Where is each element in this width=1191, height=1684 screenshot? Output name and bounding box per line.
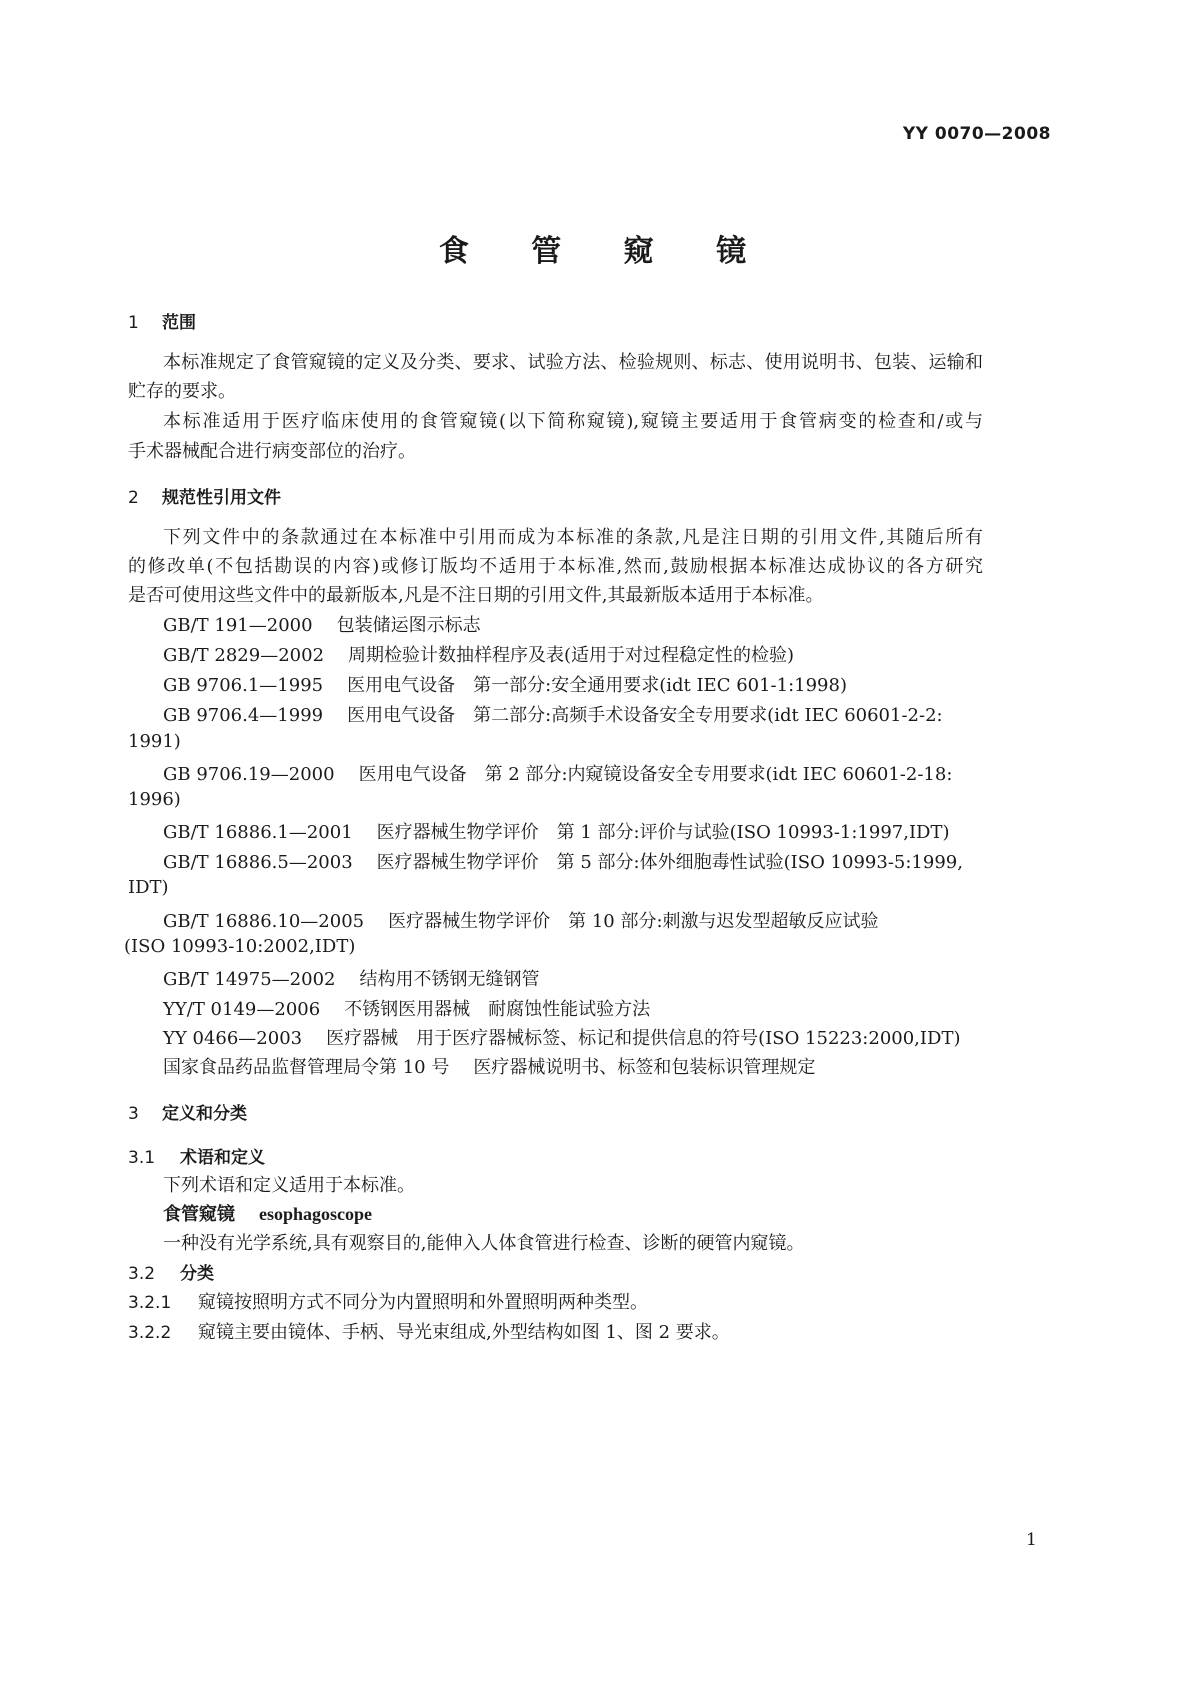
term-chinese: 食管窥镜	[163, 1204, 235, 1225]
reference-title: 不锈钢医用器械 耐腐蚀性能试验方法	[344, 999, 651, 1020]
reference-code: GB/T 16886.10—2005	[163, 911, 365, 932]
reference-item	[163, 965, 539, 991]
reference-code: GB/T 14975—2002	[163, 969, 336, 990]
reference-code: GB/T 2829—2002	[163, 645, 325, 666]
reference-title: 周期检验计数抽样程序及表(适用于对过程稳定性的检验)	[348, 645, 795, 666]
clause-text: 窥镜按照明方式不同分为内置照明和外置照明两种类型。	[198, 1292, 648, 1313]
paragraph-line: 本标准规定了食管窥镜的定义及分类、要求、试验方法、检验规则、标志、使用说明书、包装、运输和	[163, 352, 983, 373]
section-number: 1	[128, 313, 139, 333]
subsection-3-1-heading	[128, 1143, 265, 1168]
section-title: 规范性引用文件	[162, 488, 281, 508]
reference-title: 医疗器械生物学评价 第 5 部分:体外细胞毒性试验(ISO 10993-5:1999,	[376, 852, 963, 873]
reference-item	[163, 611, 481, 637]
reference-code: GB/T 16886.1—2001	[163, 822, 353, 843]
paragraph-line: 的修改单(不包括勘误的内容)或修订版均不适用于本标准,然而,鼓励根据本标准达成协议的各方研究	[128, 556, 983, 577]
reference-code: YY/T 0149—2006	[163, 999, 321, 1020]
section-2-heading	[128, 483, 281, 508]
reference-item	[163, 701, 943, 727]
clause-number: 3.2.2	[128, 1323, 172, 1343]
reference-item	[163, 1053, 815, 1079]
reference-code: GB 9706.4—1999	[163, 705, 324, 726]
reference-title: 结构用不锈钢无缝钢管	[359, 969, 540, 990]
reference-title: 医疗器械生物学评价 第 1 部分:评价与试验(ISO 10993-1:1997,IDT)	[376, 822, 950, 843]
subsection-3-2-heading	[128, 1259, 214, 1284]
paragraph-line: 本标准适用于医疗临床使用的食管窥镜(以下简称窥镜),窥镜主要适用于食管病变的检查和/或与	[163, 411, 983, 432]
reference-continuation: 1991)	[128, 731, 181, 752]
clause-text: 窥镜主要由镜体、手柄、导光束组成,外型结构如图 1、图 2 要求。	[198, 1322, 730, 1343]
section-title: 定义和分类	[162, 1104, 247, 1124]
clause-number: 3.2.1	[128, 1293, 172, 1313]
section-title: 范围	[162, 313, 196, 333]
reference-title: 医用电气设备 第一部分:安全通用要求(idt IEC 601-1:1998)	[347, 675, 847, 696]
reference-title: 医用电气设备 第 2 部分:内窥镜设备安全专用要求(idt IEC 60601-2-18:	[358, 764, 953, 785]
reference-title: 医用电气设备 第二部分:高频手术设备安全专用要求(idt IEC 60601-2-2:	[347, 705, 943, 726]
reference-item	[163, 641, 794, 667]
reference-code: 国家食品药品监督管理局令第 10 号	[163, 1057, 450, 1078]
reference-title: 医疗器械 用于医疗器械标签、标记和提供信息的符号(ISO 15223:2000,IDT)	[326, 1028, 961, 1049]
reference-title: 医疗器械生物学评价 第 10 部分:刺激与迟发型超敏反应试验	[388, 911, 879, 932]
term-definition: 一种没有光学系统,具有观察目的,能伸入人体食管进行检查、诊断的硬管内窥镜。	[163, 1233, 805, 1254]
section-number: 3	[128, 1104, 139, 1124]
term-entry	[163, 1200, 372, 1226]
reference-item	[163, 1024, 960, 1050]
subsection-title: 分类	[180, 1264, 214, 1284]
reference-item	[163, 995, 650, 1021]
reference-code: GB 9706.1—1995	[163, 675, 324, 696]
paragraph-line: 贮存的要求。	[128, 381, 236, 402]
reference-item	[163, 671, 847, 697]
reference-continuation: IDT)	[128, 877, 169, 898]
reference-item	[163, 907, 879, 933]
reference-continuation: 1996)	[128, 789, 181, 810]
paragraph-line: 手术器械配合进行病变部位的治疗。	[128, 441, 416, 462]
subsection-title: 术语和定义	[180, 1148, 265, 1168]
reference-item	[163, 848, 963, 874]
reference-code: YY 0466—2003	[163, 1028, 303, 1049]
reference-code: GB 9706.19—2000	[163, 764, 335, 785]
subsection-number: 3.2	[128, 1264, 156, 1284]
clause-3-2-2	[128, 1318, 730, 1344]
clause-3-2-1	[128, 1288, 648, 1314]
reference-code: GB/T 16886.5—2003	[163, 852, 353, 873]
paragraph-line: 下列术语和定义适用于本标准。	[163, 1175, 415, 1196]
reference-title: 包装储运图示标志	[336, 615, 481, 636]
reference-continuation: (ISO 10993-10:2002,IDT)	[124, 936, 356, 957]
section-1-heading	[128, 308, 196, 333]
page-number: 1	[1026, 1530, 1037, 1550]
reference-code: GB/T 191—2000	[163, 615, 313, 636]
subsection-number: 3.1	[128, 1148, 156, 1168]
section-number: 2	[128, 488, 139, 508]
term-english: esophagoscope	[259, 1204, 373, 1224]
reference-title: 医疗器械说明书、标签和包装标识管理规定	[473, 1057, 816, 1078]
section-3-heading	[128, 1099, 247, 1124]
standard-code-header: YY 0070—2008	[902, 124, 1051, 144]
reference-item	[163, 760, 952, 786]
paragraph-line: 下列文件中的条款通过在本标准中引用而成为本标准的条款,凡是注日期的引用文件,其随后所有	[163, 527, 983, 548]
paragraph-line: 是否可使用这些文件中的最新版本,凡是不注日期的引用文件,其最新版本适用于本标准。	[128, 585, 824, 606]
document-title: 食 管 窥 镜	[438, 234, 773, 269]
reference-item	[163, 818, 950, 844]
